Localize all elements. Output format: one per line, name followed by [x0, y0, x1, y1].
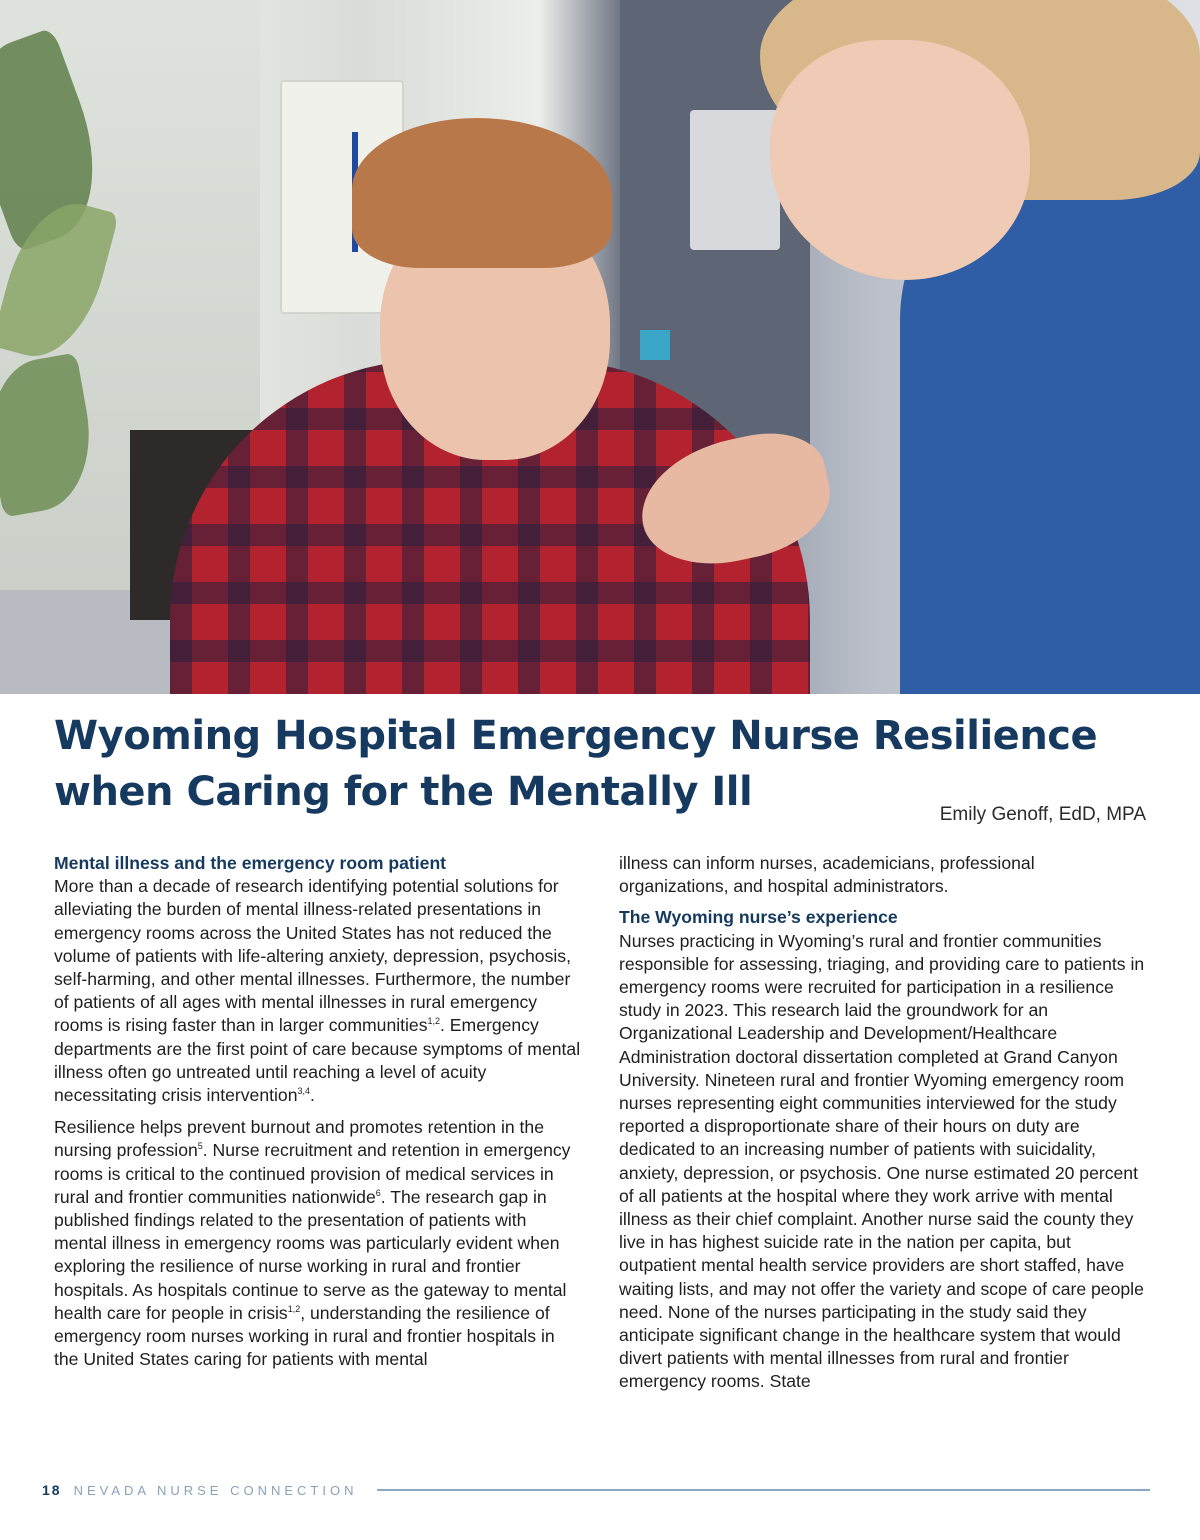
- paragraph: More than a decade of research identifying potential solutions for alleviating the burden of mental illness-related presentations in emergency rooms across the United States has not reduced the volume of patients with life-altering anxiety, depression, psychosis, self-harming, and other mental illnesses. Furthermore, the number of patients of all ages with mental illnesses in rural emergency rooms is rising faster than in larger communities$^{1,2}$. Emergency departments are the first point of care because symptoms of mental illness often go untreated until reaching a level of acuity necessitating crisis intervention$^{3,4}$.: [54, 876, 581, 1106]
- article-title: Wyoming Hospital Emergency Nurse Resilience when Caring for the Mentally Ill: [54, 713, 1098, 815]
- paragraph: illness can inform nurses, academicians, professional organizations, and hospital administrators.: [619, 853, 1035, 897]
- citation: 3,4: [297, 1086, 311, 1097]
- right-column: [619, 852, 1147, 1394]
- section-heading-wyoming-nurse: The Wyoming nurse’s experience: [619, 907, 898, 928]
- page-number: 18: [42, 1482, 62, 1498]
- paragraph: Nurses practicing in Wyoming’s rural and frontier communities responsible for assessing, triaging, and providing care to patients in emergency rooms were recruited for participation in a resilience study in 2023. This research laid the groundwork for an Organizational Leadership and Development/Healthcare Administration doctoral dissertation completed at Grand Canyon University. Nineteen rural and frontier Wyoming emergency room nurses representing eight communities interviewed for the study reported a disproportionate share of their hours on duty are dedicated to an increasing number of patients with suicidality, anxiety, depression, or psychosis. One nurse estimated 20 percent of all patients at the hospital where they work arrive with mental illness as their chief complaint. Another nurse said the county they live in has highest suicide rate in the nation per capita, but outpatient mental health service providers are short staffed, have waiting lists, and may not offer the variety and scope of care people need. None of the nurses participating in the study said they anticipate significant change in the healthcare system that would divert patients with mental illnesses from rural and frontier emergency rooms. State: [619, 930, 1145, 1392]
- citation: 1,2: [427, 1016, 441, 1027]
- author-byline: Emily Genoff, EdD, MPA: [939, 804, 1146, 825]
- left-column: [54, 852, 582, 1371]
- page-footer: [42, 1480, 1150, 1500]
- section-heading-mental-illness: Mental illness and the emergency room patient: [54, 853, 447, 873]
- citation: 5: [197, 1141, 203, 1152]
- citation: 1,2: [287, 1303, 301, 1314]
- hero-photo: [0, 0, 1200, 694]
- publication-name: NEVADA NURSE CONNECTION: [73, 1482, 358, 1498]
- citation: 6: [375, 1187, 381, 1198]
- footer-divider: [377, 1489, 1150, 1491]
- paragraph: Resilience helps prevent burnout and promotes retention in the nursing profession$^5$. Nurse recruitment and retention in emergency rooms is critical to the continued provision of medical services in rural and frontier communities nationwide$^6$. The research gap in published findings related to the presentation of patients with mental illness in emergency rooms was particularly evident when exploring the resilience of nurse working in rural and frontier hospitals. As hospitals continue to serve as the gateway to mental health care for people in crisis$^{1,2}$, understanding the resilience of emergency room nurses working in rural and frontier hospitals in the United States caring for patients with mental: [54, 1117, 571, 1370]
